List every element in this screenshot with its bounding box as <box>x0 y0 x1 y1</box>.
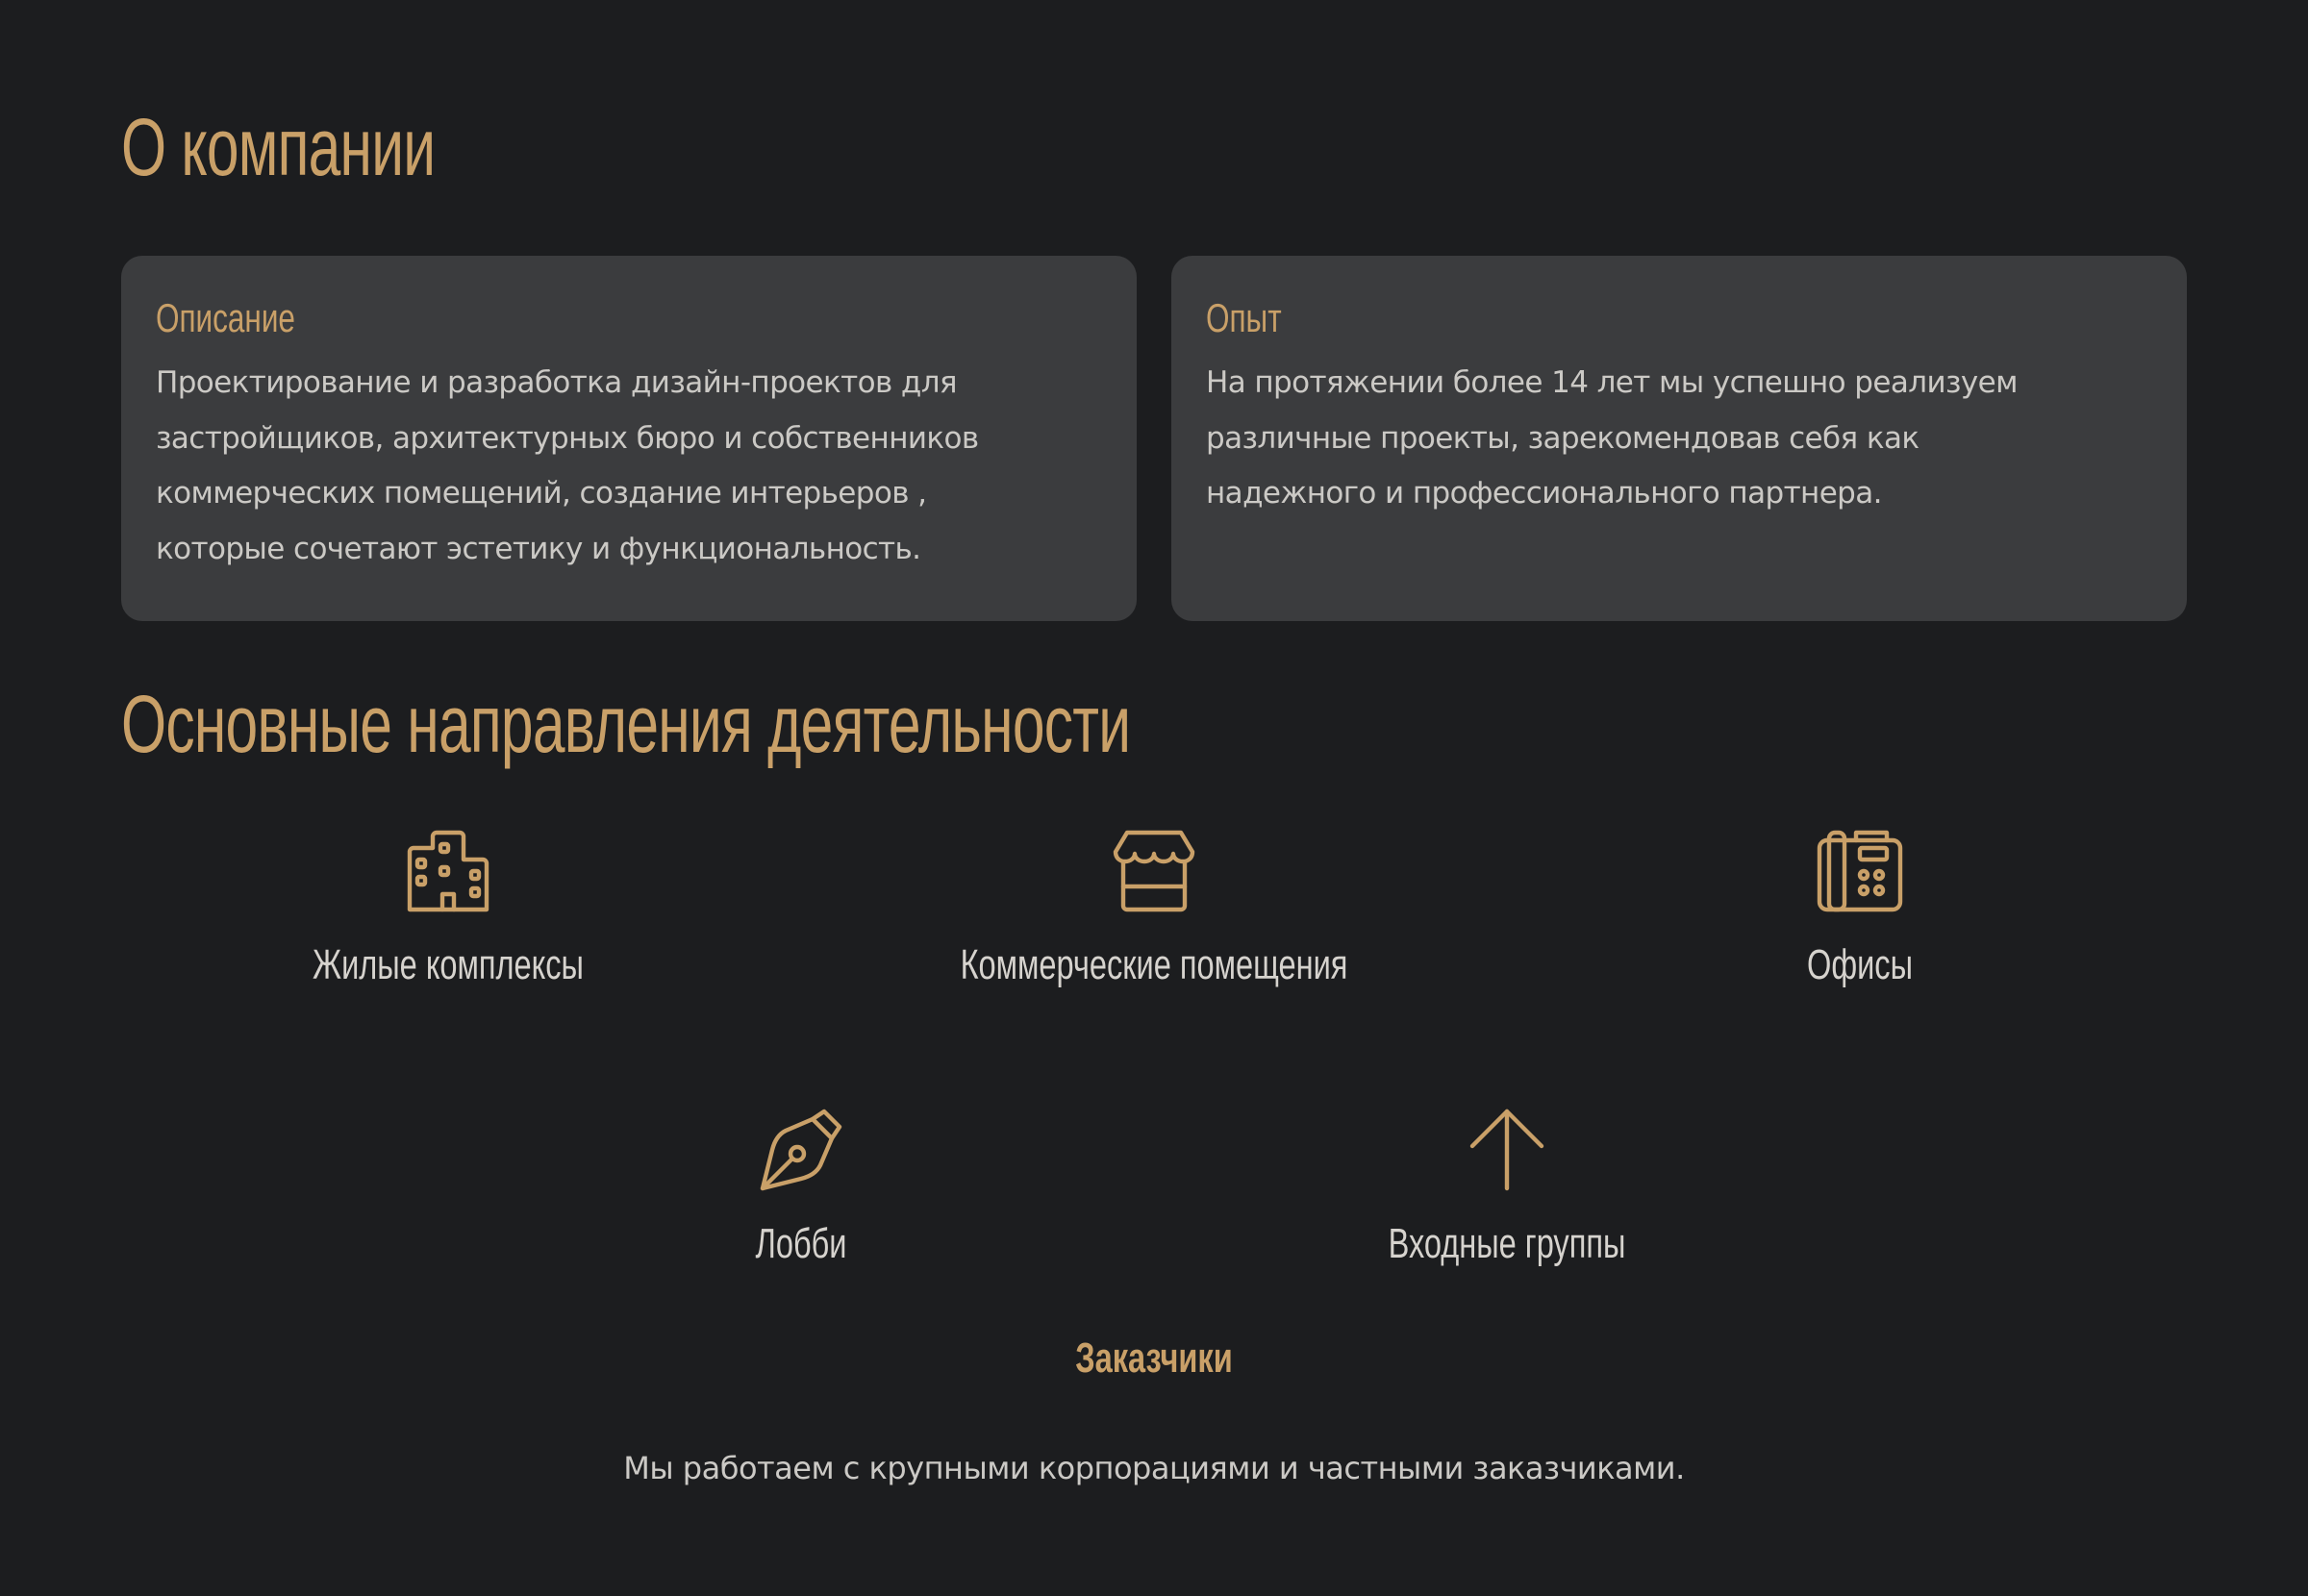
direction-label: Офисы <box>1806 941 1913 988</box>
clients-text: Мы работаем с крупными корпорациями и частными заказчиками. <box>623 1450 1685 1486</box>
direction-label: Жилые комплексы <box>313 941 584 988</box>
description-card-text: Проектирование и разработка дизайн-проектов для застройщиков, архитектурных бюро и собственников коммерческих помещений, создание интерьеров , которые сочетают эстетику и функциональность. <box>156 365 979 566</box>
direction-label: Входные группы <box>1388 1220 1626 1267</box>
experience-card <box>1171 256 2187 621</box>
office-phone-icon <box>1814 825 1906 917</box>
direction-item-residential <box>160 825 737 994</box>
description-card-title: Описание <box>156 295 295 340</box>
about-title: О компании <box>121 102 436 192</box>
experience-card-title: Опыт <box>1206 295 1282 340</box>
storefront-icon <box>1108 825 1200 917</box>
pen-nib-icon <box>755 1104 847 1196</box>
direction-label: Лобби <box>755 1220 847 1267</box>
experience-card-text: На протяжении более 14 лет мы успешно реализуем различные проекты, зарекомендовав себя как надежного и профессионального партнера. <box>1206 365 2018 511</box>
clients-title: Заказчики <box>1075 1334 1233 1382</box>
direction-item-offices <box>1571 825 2148 994</box>
building-icon <box>402 825 494 917</box>
description-card <box>121 256 1137 621</box>
directions-title: Основные направления деятельности <box>121 679 1131 769</box>
direction-item-entrance <box>1218 1104 1795 1273</box>
direction-label: Коммерческие помещения <box>960 941 1348 988</box>
direction-item-commercial <box>866 825 1442 994</box>
direction-item-lobby <box>513 1104 1090 1273</box>
arrow-up-icon <box>1461 1104 1553 1196</box>
